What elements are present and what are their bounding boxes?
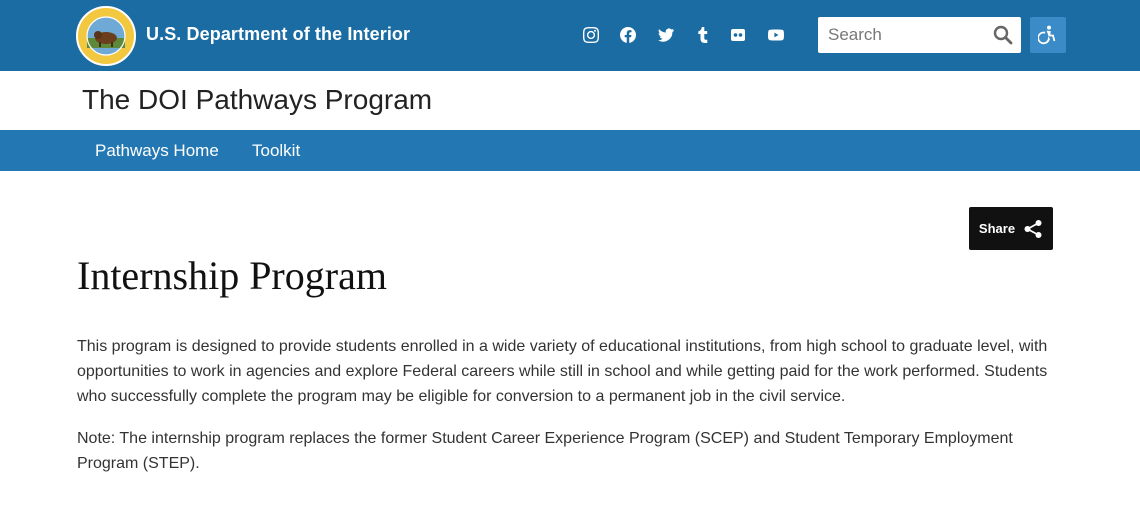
doi-seal-icon — [78, 8, 134, 64]
main-nav — [0, 130, 1140, 171]
share-button[interactable] — [969, 207, 1053, 250]
search-icon[interactable] — [993, 25, 1013, 45]
department-name[interactable]: U.S. Department of the Interior — [146, 24, 411, 44]
share-label: Share — [978, 221, 1016, 236]
page-title: Internship Program — [77, 253, 387, 298]
twitter-icon[interactable] — [657, 26, 675, 44]
note-paragraph: Note: The internship program replaces the former Student Career Experience Program (SCEP) and Student Temporary Employment Program (STEP). — [77, 430, 1013, 472]
intro-paragraph: This program is designed to provide students enrolled in a wide variety of educational institutions, from high school to graduate level, with opportunities to work in agencies and explore Federal careers while still in school and while getting paid for the work performed. Students who successfully complete the program may be eligible for conversion to a permanent job in the civil service. — [77, 338, 1048, 405]
accessibility-icon — [1038, 25, 1058, 45]
share-icon — [1023, 219, 1043, 239]
nav-item-toolkit[interactable]: Toolkit — [252, 141, 301, 160]
facebook-icon[interactable] — [619, 26, 637, 44]
search-box — [818, 17, 1021, 53]
program-title[interactable]: The DOI Pathways Program — [82, 84, 433, 115]
tumblr-icon[interactable] — [694, 26, 712, 44]
youtube-icon[interactable] — [767, 26, 785, 44]
search-input[interactable] — [818, 17, 988, 53]
doi-seal-logo[interactable] — [76, 6, 136, 66]
instagram-icon[interactable] — [582, 26, 600, 44]
accessibility-button[interactable] — [1030, 17, 1066, 53]
flickr-icon[interactable] — [729, 26, 747, 44]
site-header — [0, 0, 1140, 71]
nav-item-pathways-home[interactable]: Pathways Home — [95, 141, 219, 160]
